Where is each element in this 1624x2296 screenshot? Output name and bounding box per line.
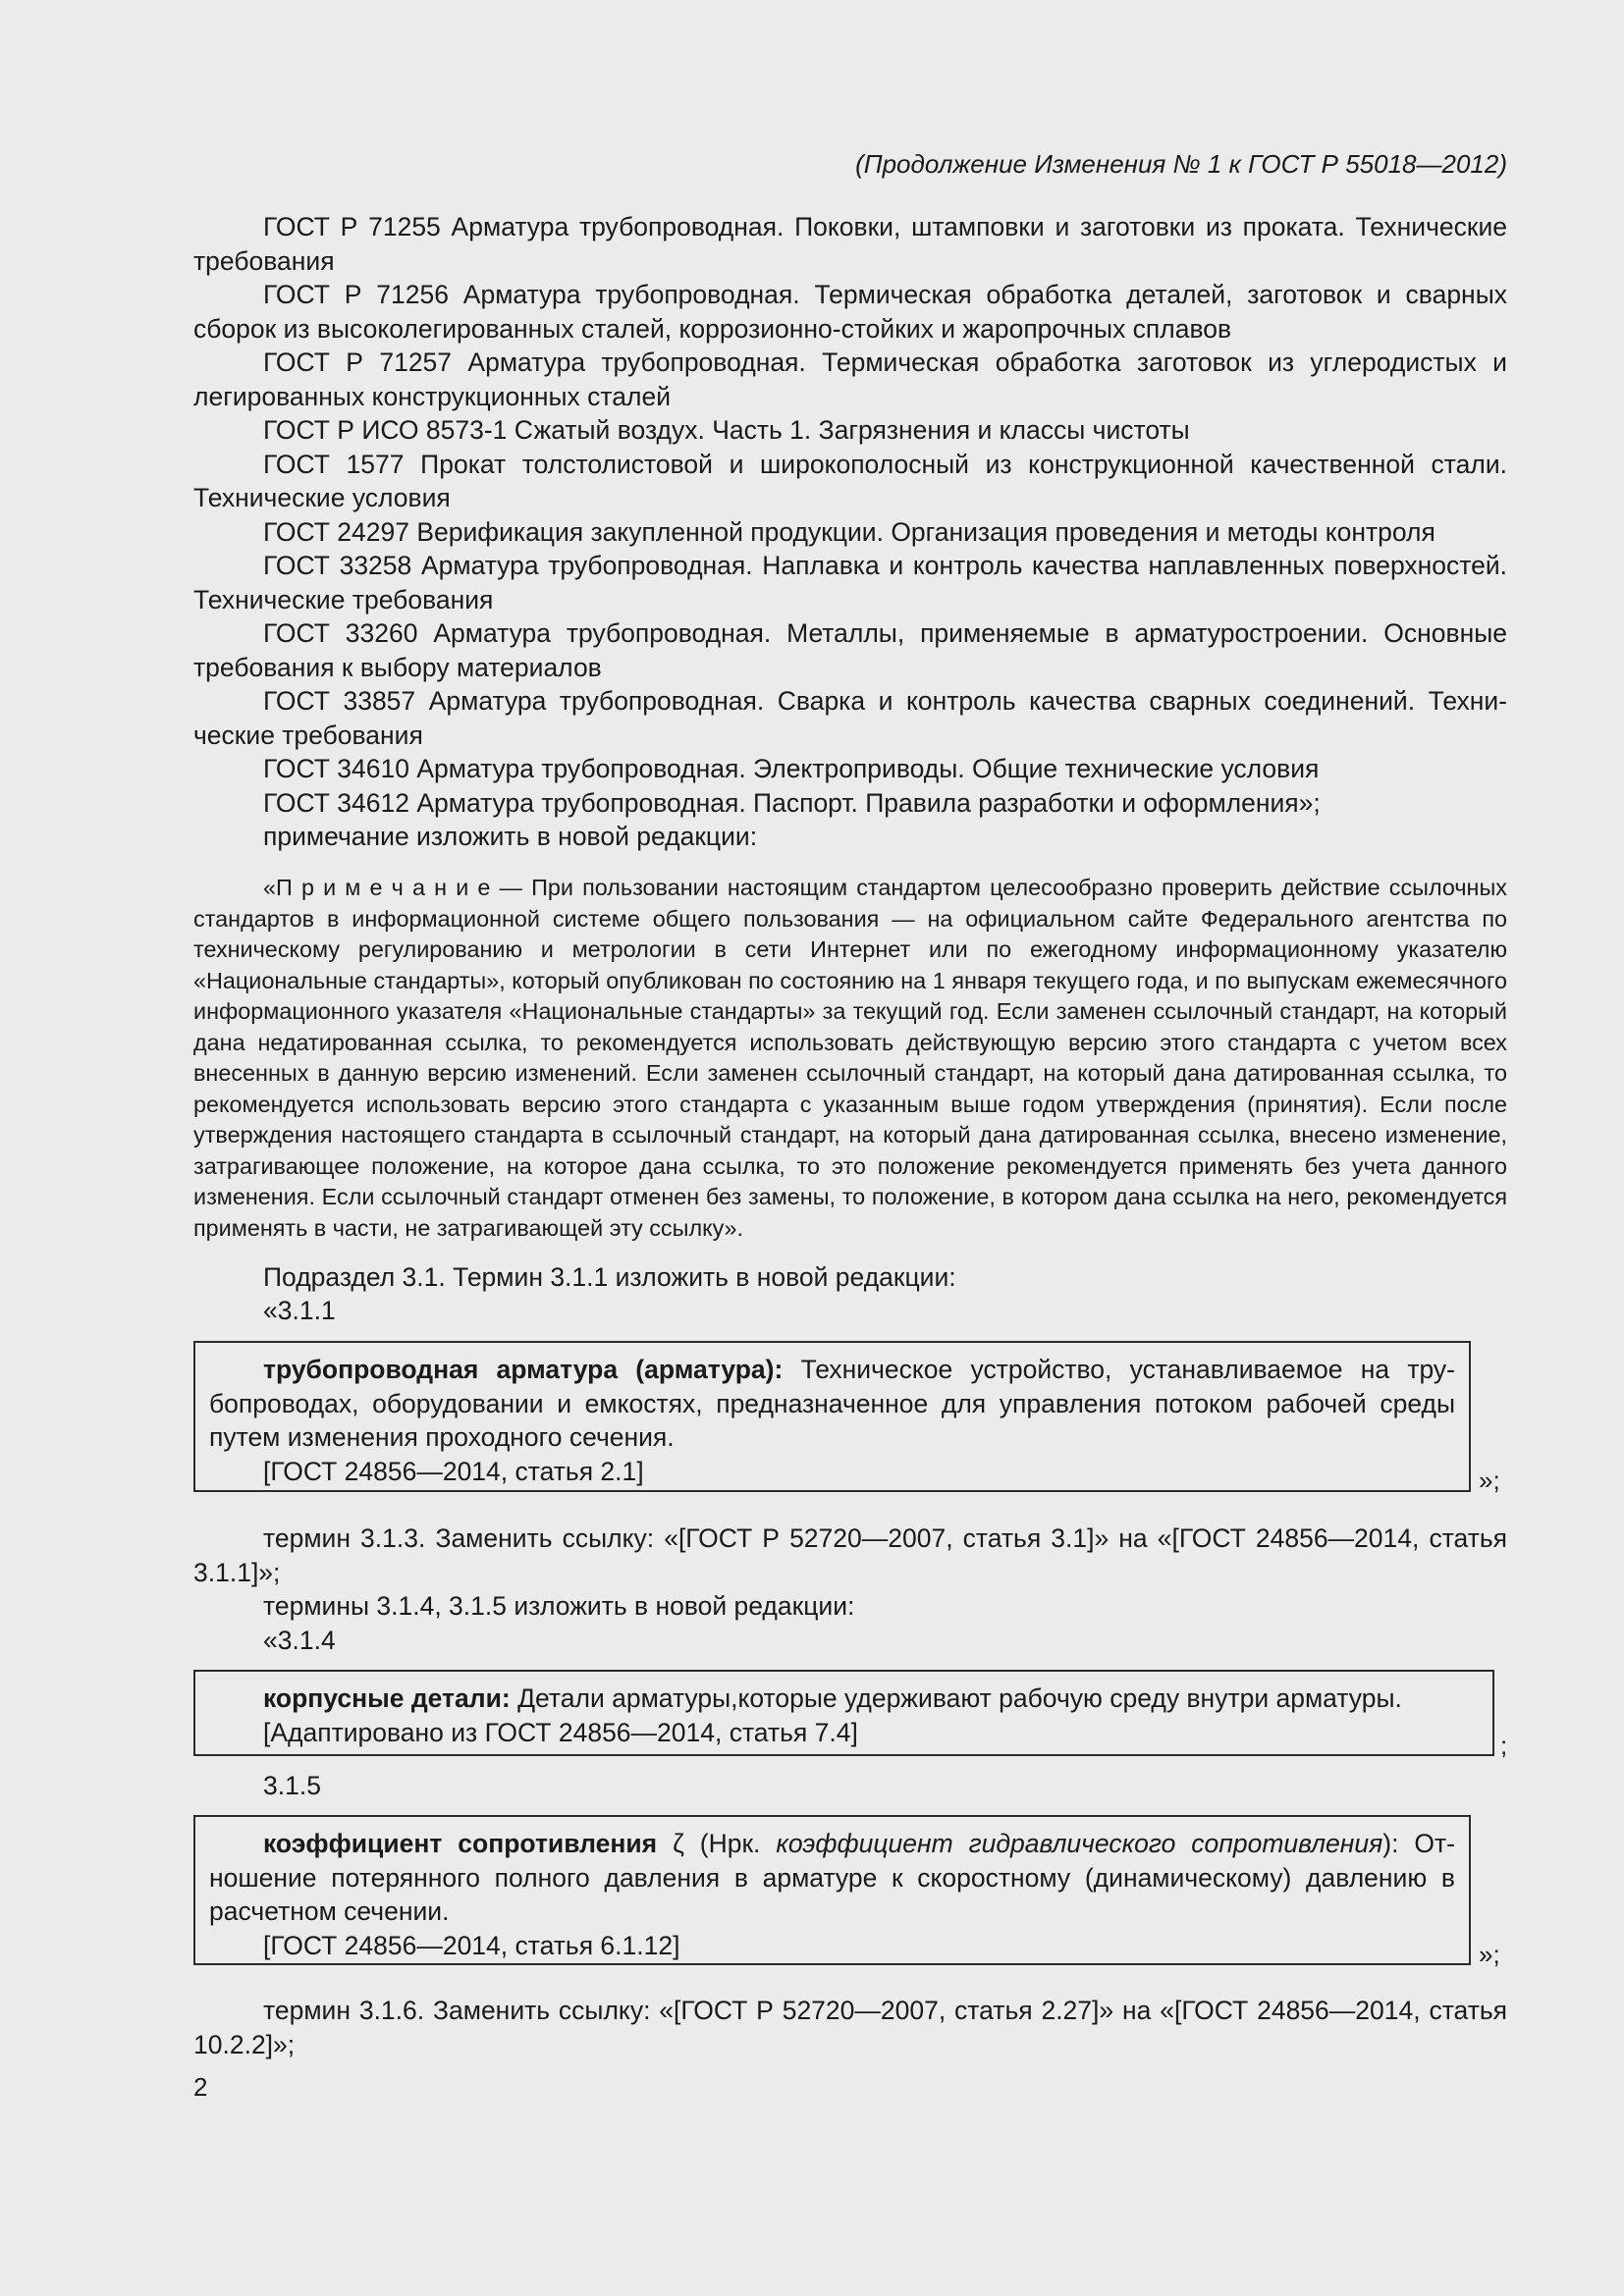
term-number-311: «3.1.1 <box>263 1296 336 1325</box>
reference-item: ГОСТ Р 71255 Арматура трубопроводная. Поковки, штамповки и заготовки из проката. Технические требования <box>193 212 1507 276</box>
definition-box-coefficient <box>193 1815 1471 1965</box>
term-number-315: 3.1.5 <box>263 1771 321 1800</box>
subsection-line: Подраздел 3.1. Термин 3.1.1 изложить в новой редакции: <box>263 1262 956 1292</box>
term-316-text: термин 3.1.6. Заменить ссылку: «[ГОСТ Р 52720—2007, статья 2.27]» на «[ГОСТ 24856—2014, статья 10.2.2]»; <box>193 1996 1507 2059</box>
reference-item: ГОСТ Р ИСО 8573-1 Сжатый воздух. Часть 1. Загрязнения и классы чистоты <box>263 415 1190 445</box>
definition-term: корпусные детали: <box>263 1683 511 1713</box>
definition-text <box>209 1827 1455 1929</box>
definition-source: [ГОСТ 24856—2014, статья 2.1] <box>263 1456 644 1486</box>
term-316-line <box>193 1994 1507 2061</box>
term-number-314: «3.1.4 <box>263 1626 336 1655</box>
term-313-line <box>193 1522 1507 1589</box>
definition-symbol: ζ (Нрк. <box>657 1829 777 1858</box>
note-block <box>193 873 1507 1244</box>
note-label: «П р и м е ч а н и е <box>263 875 491 900</box>
definition-box-armatura <box>193 1341 1471 1492</box>
note-paragraph <box>193 873 1507 1244</box>
page-number: 2 <box>193 2072 208 2102</box>
closing-quote: »; <box>1479 1466 1500 1495</box>
definition-source: [ГОСТ 24856—2014, статья 6.1.12] <box>263 1930 680 1960</box>
definition-text <box>209 1682 1479 1716</box>
reference-item: ГОСТ 34612 Арматура трубопроводная. Паспорт. Правила разработки и оформления»; <box>263 787 1321 818</box>
reference-item: ГОСТ 33258 Арматура трубопроводная. Наплавка и контроль качества наплавленных поверхностей. Технические требования <box>193 551 1507 614</box>
note-text: — При пользовании настоящим стандартом целесообразно проверить действие ссылочных стандартов в информационной системе общего пользования — на официальном сайте Федерального агентства по техническому регулированию и метрологии в сети Интернет или по ежегодному информационному указателю «Национальные стандарты», который опубликован по состоянию на 1 января текущего года, и по выпускам ежемесячного информационного указателя «Национальные стандарты» за текущий год. Если заменен ссылочный стандарт, на который дана недатированная ссылка, то рекомендуется использовать действующую версию этого стандарта с учетом всех внесенных в данную версию изменений. Если заменен ссылочный стандарт, на который дана датированная ссылка, то рекомендуется использовать версию этого стандарта с указанным выше годом утверждения (принятия). Если после утверждения настоящего стандарта в ссылочный стандарт, на который дана датированная ссылка, внесено изменение, затрагивающее положение, на которое дана ссылка, то это положение рекомендуется применять без учета данного изменения. Если ссылочный стандарт отменен без замены, то положение, в котором дана ссылка на него, рекомендуется применять в части, не затрагивающей эту ссылку». <box>193 875 1507 1241</box>
definition-body: Техническое устройство, устанавливаемое на трубопроводах, оборудовании и емкостях, предназначенное для управления потоком рабочей среды путем изменения проходного сечения. <box>209 1355 1455 1452</box>
page-header: (Продолжение Изменения № 1 к ГОСТ Р 55018—2012) <box>855 149 1507 179</box>
reference-item: ГОСТ 33260 Арматура трубопроводная. Металлы, применяемые в арматуростроении. Основные требования к выбору материалов <box>193 618 1507 682</box>
definition-box-korpus <box>193 1670 1494 1756</box>
reference-item: ГОСТ Р 71256 Арматура трубопроводная. Термическая обработка деталей, заготовок и сварных сборок из высоколегированных сталей, коррозионно-стойких и жаропрочных сплавов <box>193 280 1507 344</box>
closing-quote: »; <box>1479 1940 1500 1969</box>
terms-314-315-line: термины 3.1.4, 3.1.5 изложить в новой редакции: <box>263 1591 855 1621</box>
definition-term: трубопроводная арматура (арматура): <box>263 1355 784 1384</box>
definition-body: Детали арматуры,которые удерживают рабочую среду внутри арматуры. <box>510 1683 1402 1713</box>
term-313-text: термин 3.1.3. Заменить ссылку: «[ГОСТ Р 52720—2007, статья 3.1]» на «[ГОСТ 24856—2014, статья 3.1.1]»; <box>193 1523 1507 1587</box>
reference-item: ГОСТ 1577 Прокат толстолистовой и широкополосный из конструкционной качественной стали. Технические условия <box>193 449 1507 512</box>
reference-item: ГОСТ 34610 Арматура трубопроводная. Электроприводы. Общие технические условия <box>263 754 1320 783</box>
reference-item: ГОСТ Р 71257 Арматура трубопроводная. Термическая обработка заготовок из углеродистых и легированных конструкционных сталей <box>193 347 1507 411</box>
note-intro: примечание изложить в новой редакции: <box>263 822 758 851</box>
definition-term: коэффициент сопротивления <box>263 1829 658 1858</box>
definition-text <box>209 1353 1455 1455</box>
reference-item: ГОСТ 24297 Верификация закупленной продукции. Организация проведения и методы контроля <box>263 516 1435 547</box>
definition-body: ): Отношение потерянного полного давления в арматуре к скоростному (динамическому) давлению в расчетном сечении. <box>209 1829 1455 1926</box>
definition-alt-term: коэффициент гидравлического сопротивления <box>776 1829 1383 1858</box>
references-list <box>193 210 1507 854</box>
reference-item: ГОСТ 33857 Арматура трубопроводная. Сварка и контроль качества сварных соединений. Технические требования <box>193 686 1507 750</box>
definition-source: [Адаптировано из ГОСТ 24856—2014, статья 7.4] <box>263 1717 858 1747</box>
closing-semicolon: ; <box>1500 1731 1508 1760</box>
